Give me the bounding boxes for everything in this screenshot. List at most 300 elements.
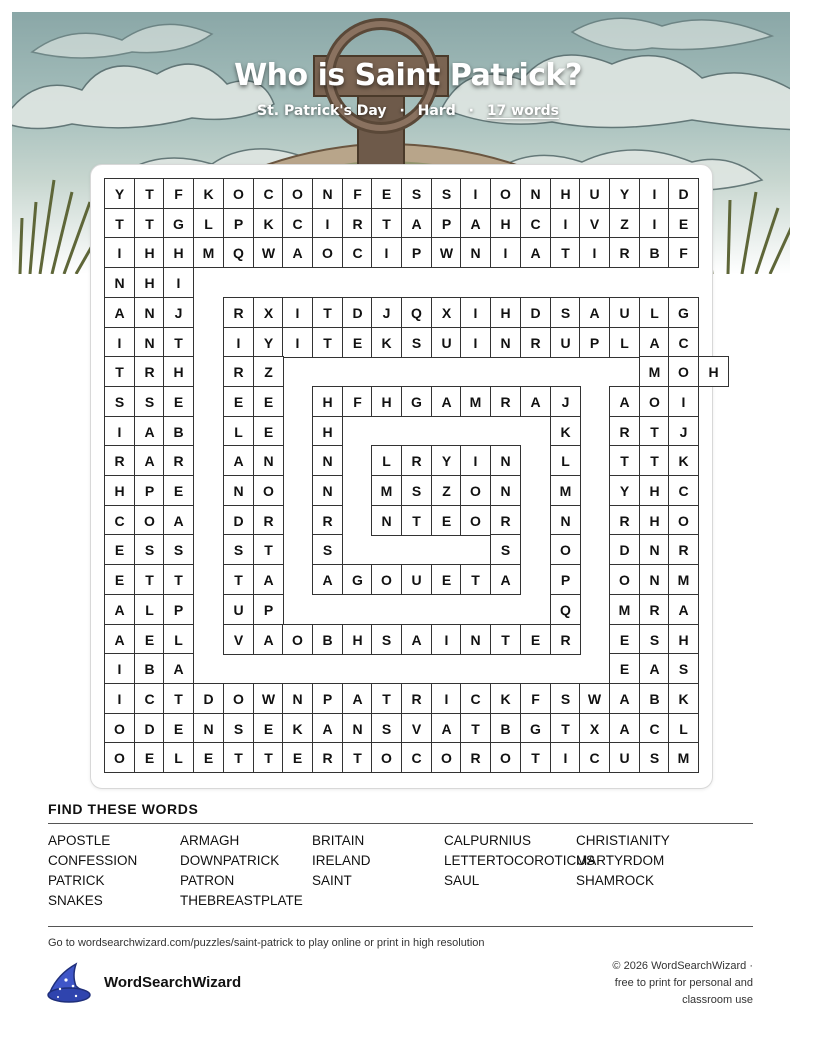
grid-cell[interactable]: S — [163, 534, 194, 565]
grid-cell[interactable]: H — [490, 297, 521, 328]
grid-cell[interactable]: T — [460, 564, 491, 595]
grid-cell[interactable]: E — [342, 327, 373, 358]
grid-cell[interactable]: T — [520, 742, 551, 773]
grid-cell[interactable]: M — [668, 564, 699, 595]
grid-cell[interactable]: T — [371, 208, 402, 239]
grid-cell[interactable]: S — [401, 178, 432, 209]
grid-cell[interactable]: I — [460, 297, 491, 328]
grid-cell[interactable]: E — [371, 178, 402, 209]
grid-cell[interactable]: C — [401, 742, 432, 773]
grid-cell[interactable]: I — [104, 683, 135, 714]
grid-cell[interactable]: T — [223, 742, 254, 773]
grid-cell[interactable]: E — [609, 653, 640, 684]
grid-cell[interactable]: H — [490, 208, 521, 239]
grid-cell[interactable]: E — [431, 564, 462, 595]
grid-cell[interactable]: Y — [609, 475, 640, 506]
grid-cell[interactable]: C — [579, 742, 610, 773]
grid-cell[interactable]: R — [520, 327, 551, 358]
grid-cell[interactable]: I — [460, 327, 491, 358]
grid-cell[interactable]: C — [342, 237, 373, 268]
grid-cell[interactable]: A — [134, 416, 165, 447]
grid-cell[interactable]: S — [312, 534, 343, 565]
grid-cell[interactable]: E — [282, 742, 313, 773]
grid-cell[interactable]: I — [104, 237, 135, 268]
grid-cell[interactable]: H — [312, 416, 343, 447]
grid-cell[interactable]: T — [609, 445, 640, 476]
grid-cell[interactable]: R — [490, 386, 521, 417]
grid-cell[interactable]: I — [431, 624, 462, 655]
grid-cell[interactable]: V — [223, 624, 254, 655]
grid-cell[interactable]: D — [668, 178, 699, 209]
grid-cell[interactable]: S — [639, 742, 670, 773]
grid-cell[interactable]: R — [223, 297, 254, 328]
grid-cell[interactable]: B — [639, 237, 670, 268]
grid-cell[interactable]: O — [668, 356, 699, 387]
grid-cell[interactable]: G — [163, 208, 194, 239]
grid-cell[interactable]: L — [134, 594, 165, 625]
grid-cell[interactable]: E — [253, 416, 284, 447]
grid-cell[interactable]: R — [253, 505, 284, 536]
grid-cell[interactable]: P — [579, 327, 610, 358]
grid-cell[interactable]: P — [401, 237, 432, 268]
grid-cell[interactable]: D — [134, 713, 165, 744]
grid-cell[interactable]: J — [550, 386, 581, 417]
grid-cell[interactable]: G — [520, 713, 551, 744]
grid-cell[interactable]: A — [253, 564, 284, 595]
grid-cell[interactable]: P — [223, 208, 254, 239]
grid-cell[interactable]: R — [609, 237, 640, 268]
grid-cell[interactable]: S — [431, 178, 462, 209]
grid-cell[interactable]: T — [401, 505, 432, 536]
grid-cell[interactable]: A — [490, 564, 521, 595]
grid-cell[interactable]: A — [163, 653, 194, 684]
grid-cell[interactable]: Y — [104, 178, 135, 209]
grid-cell[interactable]: X — [253, 297, 284, 328]
grid-cell[interactable]: I — [431, 683, 462, 714]
grid-cell[interactable]: E — [253, 386, 284, 417]
grid-cell[interactable]: P — [550, 564, 581, 595]
grid-cell[interactable]: G — [668, 297, 699, 328]
grid-cell[interactable]: T — [104, 208, 135, 239]
grid-cell[interactable]: S — [371, 624, 402, 655]
grid-cell[interactable]: R — [401, 445, 432, 476]
grid-cell[interactable]: D — [609, 534, 640, 565]
grid-cell[interactable]: N — [312, 178, 343, 209]
grid-cell[interactable]: U — [609, 297, 640, 328]
grid-cell[interactable]: N — [550, 505, 581, 536]
grid-cell[interactable]: E — [134, 742, 165, 773]
grid-cell[interactable]: V — [579, 208, 610, 239]
grid-cell[interactable]: I — [460, 445, 491, 476]
grid-cell[interactable]: T — [550, 237, 581, 268]
grid-cell[interactable]: P — [253, 594, 284, 625]
grid-cell[interactable]: K — [668, 445, 699, 476]
grid-cell[interactable]: A — [609, 713, 640, 744]
grid-cell[interactable]: N — [134, 327, 165, 358]
grid-cell[interactable]: I — [639, 178, 670, 209]
grid-cell[interactable]: R — [342, 208, 373, 239]
grid-cell[interactable]: E — [104, 564, 135, 595]
grid-cell[interactable]: R — [609, 416, 640, 447]
grid-cell[interactable]: W — [253, 683, 284, 714]
grid-cell[interactable]: N — [253, 445, 284, 476]
grid-cell[interactable]: I — [104, 327, 135, 358]
grid-cell[interactable]: S — [371, 713, 402, 744]
grid-cell[interactable]: Z — [431, 475, 462, 506]
grid-cell[interactable]: A — [460, 208, 491, 239]
grid-cell[interactable]: E — [609, 624, 640, 655]
grid-cell[interactable]: N — [639, 564, 670, 595]
grid-cell[interactable]: E — [134, 624, 165, 655]
grid-cell[interactable]: I — [460, 178, 491, 209]
grid-cell[interactable]: R — [134, 356, 165, 387]
grid-cell[interactable]: O — [282, 624, 313, 655]
grid-cell[interactable]: O — [312, 237, 343, 268]
grid-cell[interactable]: C — [668, 327, 699, 358]
grid-cell[interactable]: O — [490, 742, 521, 773]
grid-cell[interactable]: Y — [253, 327, 284, 358]
grid-cell[interactable]: C — [253, 178, 284, 209]
grid-cell[interactable]: E — [163, 713, 194, 744]
grid-cell[interactable]: B — [134, 653, 165, 684]
grid-cell[interactable]: K — [371, 327, 402, 358]
grid-cell[interactable]: T — [223, 564, 254, 595]
grid-cell[interactable]: J — [163, 297, 194, 328]
grid-cell[interactable]: F — [520, 683, 551, 714]
grid-cell[interactable]: R — [104, 445, 135, 476]
grid-cell[interactable]: N — [520, 178, 551, 209]
grid-cell[interactable]: R — [460, 742, 491, 773]
grid-cell[interactable]: U — [609, 742, 640, 773]
grid-cell[interactable]: H — [550, 178, 581, 209]
grid-cell[interactable]: S — [401, 327, 432, 358]
grid-cell[interactable]: K — [668, 683, 699, 714]
grid-cell[interactable]: M — [609, 594, 640, 625]
grid-cell[interactable]: A — [431, 713, 462, 744]
grid-cell[interactable]: U — [550, 327, 581, 358]
grid-cell[interactable]: N — [104, 267, 135, 298]
grid-cell[interactable]: D — [223, 505, 254, 536]
grid-cell[interactable]: L — [639, 297, 670, 328]
grid-cell[interactable]: I — [282, 327, 313, 358]
grid-cell[interactable]: S — [223, 534, 254, 565]
grid-cell[interactable]: O — [104, 713, 135, 744]
grid-cell[interactable]: R — [490, 505, 521, 536]
grid-cell[interactable]: B — [312, 624, 343, 655]
grid-cell[interactable]: I — [223, 327, 254, 358]
grid-cell[interactable]: D — [193, 683, 224, 714]
grid-cell[interactable]: S — [104, 386, 135, 417]
grid-cell[interactable]: T — [312, 297, 343, 328]
grid-cell[interactable]: A — [639, 653, 670, 684]
grid-cell[interactable]: H — [163, 356, 194, 387]
grid-cell[interactable]: J — [371, 297, 402, 328]
grid-cell[interactable]: M — [668, 742, 699, 773]
grid-cell[interactable]: A — [431, 386, 462, 417]
grid-cell[interactable]: A — [639, 327, 670, 358]
grid-cell[interactable]: C — [282, 208, 313, 239]
grid-cell[interactable]: T — [253, 742, 284, 773]
grid-cell[interactable]: E — [163, 386, 194, 417]
grid-cell[interactable]: Z — [609, 208, 640, 239]
grid-cell[interactable]: V — [401, 713, 432, 744]
grid-cell[interactable]: Q — [401, 297, 432, 328]
grid-cell[interactable]: O — [460, 475, 491, 506]
grid-cell[interactable]: A — [223, 445, 254, 476]
grid-cell[interactable]: I — [490, 237, 521, 268]
grid-cell[interactable]: E — [223, 386, 254, 417]
grid-cell[interactable]: B — [490, 713, 521, 744]
grid-cell[interactable]: O — [609, 564, 640, 595]
grid-cell[interactable]: A — [401, 624, 432, 655]
grid-cell[interactable]: O — [639, 386, 670, 417]
grid-cell[interactable]: F — [163, 178, 194, 209]
grid-cell[interactable]: A — [609, 386, 640, 417]
grid-cell[interactable]: Y — [609, 178, 640, 209]
grid-cell[interactable]: A — [609, 683, 640, 714]
grid-cell[interactable]: F — [668, 237, 699, 268]
grid-cell[interactable]: N — [134, 297, 165, 328]
grid-cell[interactable]: S — [134, 534, 165, 565]
grid-cell[interactable]: R — [312, 505, 343, 536]
grid-cell[interactable]: E — [253, 713, 284, 744]
grid-cell[interactable]: S — [668, 653, 699, 684]
grid-cell[interactable]: O — [104, 742, 135, 773]
grid-cell[interactable]: T — [163, 564, 194, 595]
grid-cell[interactable]: M — [639, 356, 670, 387]
grid-cell[interactable]: W — [579, 683, 610, 714]
grid-cell[interactable]: T — [134, 178, 165, 209]
grid-cell[interactable]: S — [550, 297, 581, 328]
grid-cell[interactable]: H — [639, 475, 670, 506]
grid-cell[interactable]: L — [223, 416, 254, 447]
grid-cell[interactable]: L — [193, 208, 224, 239]
grid-cell[interactable]: G — [342, 564, 373, 595]
grid-cell[interactable]: I — [550, 208, 581, 239]
grid-cell[interactable]: O — [282, 178, 313, 209]
grid-cell[interactable]: R — [609, 505, 640, 536]
grid-cell[interactable]: J — [668, 416, 699, 447]
grid-cell[interactable]: P — [163, 594, 194, 625]
grid-cell[interactable]: A — [520, 386, 551, 417]
grid-cell[interactable]: C — [639, 713, 670, 744]
grid-cell[interactable]: T — [104, 356, 135, 387]
grid-cell[interactable]: F — [342, 178, 373, 209]
grid-cell[interactable]: A — [312, 713, 343, 744]
grid-cell[interactable]: N — [371, 505, 402, 536]
grid-cell[interactable]: H — [639, 505, 670, 536]
grid-cell[interactable]: L — [163, 624, 194, 655]
grid-cell[interactable]: H — [104, 475, 135, 506]
grid-cell[interactable]: R — [639, 594, 670, 625]
grid-cell[interactable]: T — [312, 327, 343, 358]
grid-cell[interactable]: O — [223, 683, 254, 714]
grid-cell[interactable]: N — [460, 237, 491, 268]
grid-cell[interactable]: S — [639, 624, 670, 655]
grid-cell[interactable]: N — [282, 683, 313, 714]
grid-cell[interactable]: K — [282, 713, 313, 744]
grid-cell[interactable]: M — [460, 386, 491, 417]
grid-cell[interactable]: K — [550, 416, 581, 447]
grid-cell[interactable]: I — [104, 653, 135, 684]
grid-cell[interactable]: E — [193, 742, 224, 773]
grid-cell[interactable]: I — [668, 386, 699, 417]
grid-cell[interactable]: C — [668, 475, 699, 506]
grid-cell[interactable]: A — [104, 594, 135, 625]
grid-cell[interactable]: B — [639, 683, 670, 714]
grid-cell[interactable]: L — [550, 445, 581, 476]
grid-cell[interactable]: R — [163, 445, 194, 476]
grid-cell[interactable]: C — [134, 683, 165, 714]
grid-cell[interactable]: R — [312, 742, 343, 773]
grid-cell[interactable]: R — [223, 356, 254, 387]
grid-cell[interactable]: O — [668, 505, 699, 536]
grid-cell[interactable]: N — [490, 475, 521, 506]
grid-cell[interactable]: R — [550, 624, 581, 655]
grid-cell[interactable]: M — [193, 237, 224, 268]
grid-cell[interactable]: O — [223, 178, 254, 209]
grid-cell[interactable]: T — [134, 564, 165, 595]
grid-cell[interactable]: I — [163, 267, 194, 298]
grid-cell[interactable]: H — [342, 624, 373, 655]
grid-cell[interactable]: S — [134, 386, 165, 417]
grid-cell[interactable]: O — [134, 505, 165, 536]
grid-cell[interactable]: B — [163, 416, 194, 447]
grid-cell[interactable]: T — [253, 534, 284, 565]
grid-cell[interactable]: U — [431, 327, 462, 358]
grid-cell[interactable]: T — [371, 683, 402, 714]
grid-cell[interactable]: D — [520, 297, 551, 328]
grid-cell[interactable]: H — [163, 237, 194, 268]
grid-cell[interactable]: T — [639, 445, 670, 476]
grid-cell[interactable]: P — [312, 683, 343, 714]
grid-cell[interactable]: A — [282, 237, 313, 268]
grid-cell[interactable]: Q — [223, 237, 254, 268]
grid-cell[interactable]: O — [550, 534, 581, 565]
grid-cell[interactable]: H — [134, 267, 165, 298]
grid-cell[interactable]: E — [520, 624, 551, 655]
grid-cell[interactable]: T — [490, 624, 521, 655]
grid-cell[interactable]: T — [639, 416, 670, 447]
grid-cell[interactable]: C — [460, 683, 491, 714]
grid-cell[interactable]: M — [550, 475, 581, 506]
grid-cell[interactable]: I — [579, 237, 610, 268]
grid-cell[interactable]: O — [431, 742, 462, 773]
grid-cell[interactable]: H — [312, 386, 343, 417]
grid-cell[interactable]: T — [134, 208, 165, 239]
grid-cell[interactable]: U — [401, 564, 432, 595]
grid-cell[interactable]: P — [134, 475, 165, 506]
grid-cell[interactable]: N — [639, 534, 670, 565]
grid-cell[interactable]: A — [579, 297, 610, 328]
grid-cell[interactable]: I — [282, 297, 313, 328]
grid-cell[interactable]: A — [163, 505, 194, 536]
grid-cell[interactable]: T — [163, 327, 194, 358]
grid-cell[interactable]: D — [342, 297, 373, 328]
grid-cell[interactable]: C — [520, 208, 551, 239]
grid-cell[interactable]: Z — [253, 356, 284, 387]
grid-cell[interactable]: L — [668, 713, 699, 744]
grid-cell[interactable]: N — [460, 624, 491, 655]
grid-cell[interactable]: A — [253, 624, 284, 655]
grid-cell[interactable]: O — [371, 742, 402, 773]
grid-cell[interactable]: A — [520, 237, 551, 268]
grid-cell[interactable]: I — [639, 208, 670, 239]
grid-cell[interactable]: L — [163, 742, 194, 773]
grid-cell[interactable]: W — [431, 237, 462, 268]
grid-cell[interactable]: U — [223, 594, 254, 625]
grid-cell[interactable]: N — [312, 475, 343, 506]
grid-cell[interactable]: S — [550, 683, 581, 714]
grid-cell[interactable]: T — [342, 742, 373, 773]
grid-cell[interactable]: T — [460, 713, 491, 744]
grid-cell[interactable]: I — [371, 237, 402, 268]
grid-cell[interactable]: H — [134, 237, 165, 268]
grid-cell[interactable]: A — [312, 564, 343, 595]
grid-cell[interactable]: M — [371, 475, 402, 506]
grid-cell[interactable]: N — [342, 713, 373, 744]
grid-cell[interactable]: E — [668, 208, 699, 239]
grid-cell[interactable]: Y — [431, 445, 462, 476]
grid-cell[interactable]: K — [193, 178, 224, 209]
grid-cell[interactable]: S — [490, 534, 521, 565]
grid-cell[interactable]: X — [431, 297, 462, 328]
grid-cell[interactable]: A — [401, 208, 432, 239]
grid-cell[interactable]: K — [253, 208, 284, 239]
grid-cell[interactable]: Q — [550, 594, 581, 625]
grid-cell[interactable]: P — [431, 208, 462, 239]
grid-cell[interactable]: T — [550, 713, 581, 744]
grid-cell[interactable]: E — [104, 534, 135, 565]
grid-cell[interactable]: N — [490, 445, 521, 476]
grid-cell[interactable]: T — [163, 683, 194, 714]
grid-cell[interactable]: O — [460, 505, 491, 536]
grid-cell[interactable]: E — [163, 475, 194, 506]
grid-cell[interactable]: R — [668, 534, 699, 565]
grid-cell[interactable]: A — [668, 594, 699, 625]
grid-cell[interactable]: F — [342, 386, 373, 417]
grid-cell[interactable]: G — [401, 386, 432, 417]
grid-cell[interactable]: A — [104, 624, 135, 655]
grid-cell[interactable]: C — [104, 505, 135, 536]
grid-cell[interactable]: R — [401, 683, 432, 714]
grid-cell[interactable]: I — [312, 208, 343, 239]
grid-cell[interactable]: N — [193, 713, 224, 744]
grid-cell[interactable]: H — [668, 624, 699, 655]
grid-cell[interactable]: L — [609, 327, 640, 358]
grid-cell[interactable]: N — [490, 327, 521, 358]
grid-cell[interactable]: A — [342, 683, 373, 714]
word-count-link[interactable]: 17 words — [486, 103, 559, 119]
grid-cell[interactable]: A — [104, 297, 135, 328]
grid-cell[interactable]: W — [253, 237, 284, 268]
grid-cell[interactable]: O — [253, 475, 284, 506]
grid-cell[interactable]: H — [698, 356, 729, 387]
grid-cell[interactable]: N — [223, 475, 254, 506]
grid-cell[interactable]: O — [371, 564, 402, 595]
grid-cell[interactable]: O — [490, 178, 521, 209]
grid-cell[interactable]: S — [401, 475, 432, 506]
grid-cell[interactable]: N — [312, 445, 343, 476]
grid-cell[interactable]: A — [134, 445, 165, 476]
grid-cell[interactable]: E — [431, 505, 462, 536]
grid-cell[interactable]: K — [490, 683, 521, 714]
grid-cell[interactable]: U — [579, 178, 610, 209]
grid-cell[interactable]: H — [371, 386, 402, 417]
grid-cell[interactable]: X — [579, 713, 610, 744]
grid-cell[interactable]: I — [550, 742, 581, 773]
grid-cell[interactable]: S — [223, 713, 254, 744]
